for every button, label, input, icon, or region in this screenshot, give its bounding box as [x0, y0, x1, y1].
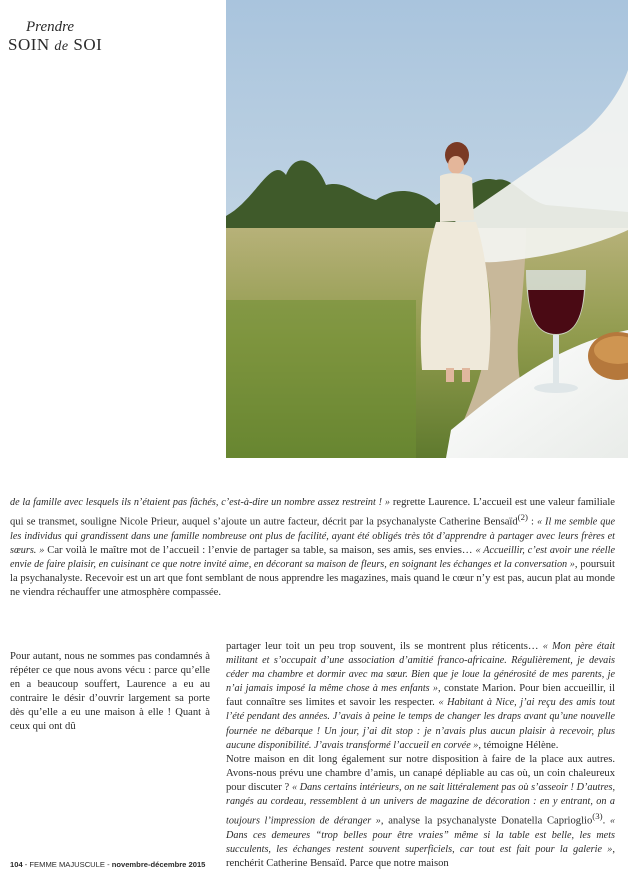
- article-column-wide: [10, 496, 615, 600]
- right-text: , renchérit Catherine Bensaïd. Parce que notre maison: [226, 843, 615, 869]
- footnote-marker: (2): [517, 512, 528, 523]
- right-text: , analyse la psychanalyste Donatella Caprioglio: [380, 815, 593, 827]
- left-paragraph: Pour autant, nous ne sommes pas condamnés à répéter ce que nous avons vécu : parce qu’elle en a beaucoup souffert, Laurence a eu au contraire le désir d’ouvrir largement sa porte dès qu’elle a eu une maison à elle ! Quant à ceux qui ont dû: [10, 651, 210, 733]
- rubric-de: de: [54, 39, 69, 54]
- footnote-marker: (3): [592, 811, 603, 822]
- rubric-prendre: Prendre: [26, 19, 75, 35]
- wide-text: regrette Laurence. L’accueil est une valeur familiale qui se transmet, souligne Nicole Prieur, auquel s’ajoute un autre facteur, décrit par la psychanalyste Catherine Bensaïd: [10, 497, 615, 528]
- right-text: partager leur toit un peu trop souvent, ils se montrent plus réticents…: [226, 641, 543, 652]
- right-text: , témoigne Hélène.: [478, 739, 559, 751]
- footer-separator: -: [22, 860, 30, 869]
- right-paragraph-2: [226, 753, 615, 871]
- magazine-name: FEMME MAJUSCULE: [29, 860, 105, 869]
- right-text: Notre maison en dit long également sur notre disposition à faire de la place aux autres. Avons-nous prévu une chambre d’amis, un canapé dépliable au cas où, un coin chaleureux pour discuter ?: [226, 753, 615, 793]
- page-footer: [10, 860, 615, 869]
- article-column-right: [226, 640, 615, 871]
- rubric-soi: SOI: [73, 35, 103, 54]
- right-paragraph-1: [226, 640, 615, 753]
- wide-text: :: [527, 516, 538, 528]
- right-text: .: [602, 815, 610, 827]
- wide-text: « Il me semble que les individus qui grandissent dans une famille nombreuse ont plus de facilité, ayant été obligés très tôt d’apprendre à partager avec leurs frères et sœurs. »: [10, 516, 615, 556]
- wide-text: de la famille avec lesquels ils n’étaient pas fâchés, c’est-à-dire un nombre assez restreint ! »: [10, 497, 390, 508]
- wide-paragraph: [10, 496, 615, 600]
- article-column-left: [10, 650, 210, 735]
- right-text: « Mon père était militant et s’occupait d’une association d’amitié franco-africaine. Régulièrement, je devais céder ma chambre et dormir avec ma sœur. Bien que je loue la générosité de mes parents, je n’ai jamais imposé la même chose à mes enfants »: [226, 641, 615, 695]
- article-photo: [226, 0, 628, 458]
- right-text: « Dans ces demeures “trop belles pour être vraies” même si la table est belle, les mets succulents, les échanges restent souvent superficiels, car tout est fait pour la galerie »: [226, 815, 615, 855]
- right-text: « Dans certains intérieurs, on ne sait littéralement pas où s’asseoir ! D’autres, rangés au cordeau, ressemblent à un univers de magazine de décoration : en y entrant, on a toujours l’impression de déranger »: [226, 781, 615, 827]
- rubric-soin: SOIN: [8, 35, 50, 54]
- right-text: , constate Marion. Pour bien accueillir, il faut connaître ses limites et savoir les respecter.: [226, 683, 615, 709]
- section-rubric: [8, 20, 118, 54]
- page-number: 104: [10, 860, 23, 869]
- wide-text: Car voilà le maître mot de l’accueil : l’envie de partager sa table, sa maison, ses amis, ses envies…: [44, 544, 476, 556]
- rubric-soin-de-soi: [8, 36, 118, 54]
- footer-separator: -: [104, 860, 112, 869]
- wide-text: , poursuit la psychanalyste. Recevoir est un art que font semblant de nous apprendre les magazines, mais quand le cœur n’y est pas, aucun plat au monde ne viendra réchauffer une atmosphère compassée.: [10, 558, 615, 599]
- issue-date: novembre-décembre 2015: [111, 860, 206, 869]
- right-text: « Habitant à Nice, j’ai reçu des amis tout l’été pendant des années. J’avais à peine le temps de changer les draps avant qu’une nouvelle fournée ne débarque ! Un jour, j’ai dit stop : je n’avais plus aucun plaisir à recevoir, plus aucune disponibilité. J’avais transformé l’accueil en corvée »: [226, 697, 615, 751]
- wide-text: « Accueillir, c’est avoir une réelle envie de faire plaisir, en cuisinant ce que notre invité aime, en décorant sa maison de fleurs, en soignant les échanges et la conversation »: [10, 544, 615, 570]
